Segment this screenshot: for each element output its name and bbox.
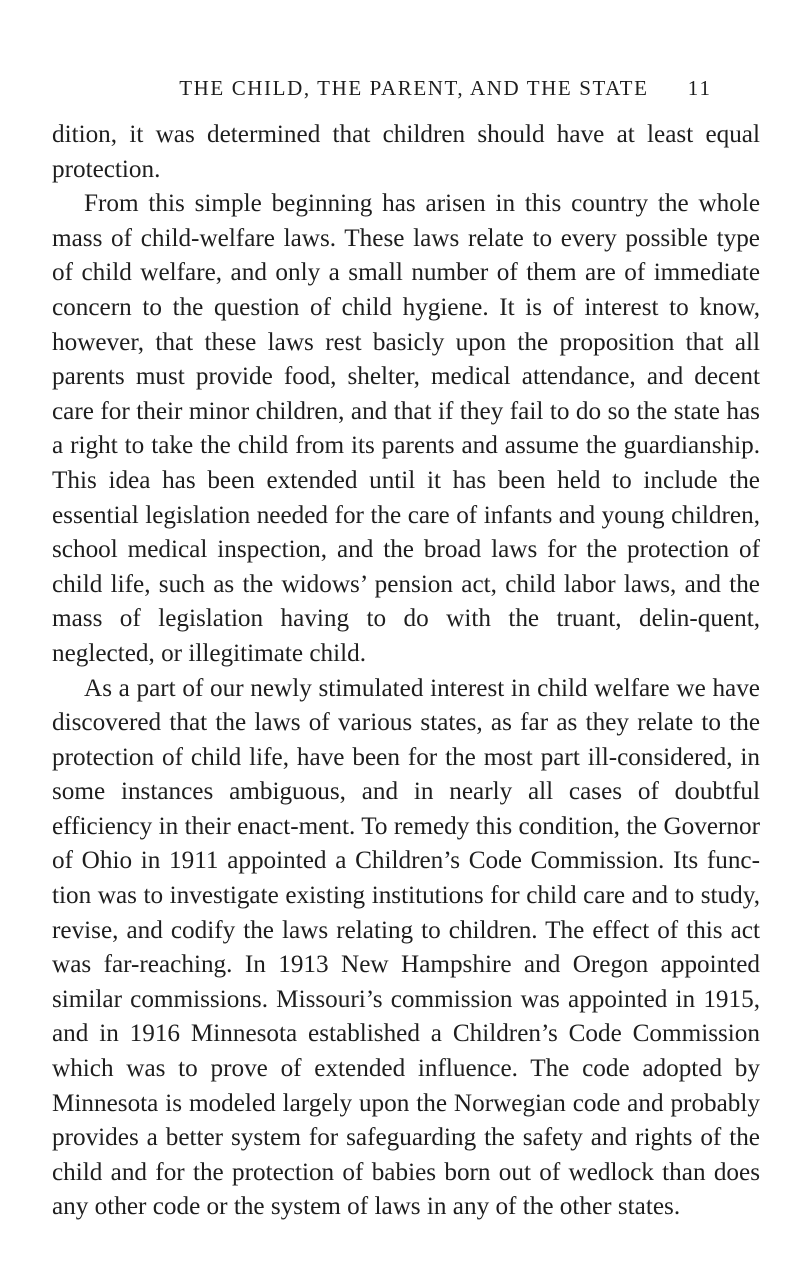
paragraph-continuation: dition, it was determined that children should have at least equal protection. <box>52 121 760 183</box>
page-number: 11 <box>687 76 712 100</box>
body-text <box>52 118 760 1225</box>
running-title: THE CHILD, THE PARENT, AND THE STATE <box>179 76 649 100</box>
paragraph-child-welfare-laws: From this simple beginning has arisen in this country the whole mass of child-welfare laws. These laws relate to every possible type of child welfare, and only a small number of them are of immediate concern to the question of child hygiene. It is of interest to know, however, that these laws rest basicly upon the proposition that all parents must provide food, shelter, medical attendance, and decent care for their minor children, and that if they fail to do so the state has a right to take the child from its parents and assume the guardianship. This idea has been extended until it has been held to include the essential legislation needed for the care of infants and young children, school medical inspection, and the broad laws for the protection of child life, such as the widows’ pension act, child labor laws, and the mass of legislation having to do with the truant, delin-quent, neglected, or illegitimate child. <box>52 190 760 667</box>
paragraph-childrens-code-commissions: As a part of our newly stimulated interest in child welfare we have discovered that the laws of various states, as far as they relate to the protection of child life, have been for the most part ill-considered, in some instances ambiguous, and in nearly all cases of doubtful efficiency in their enact-ment. To remedy this condition, the Governor of Ohio in 1911 appointed a Children’s Code Commission. Its func-tion was to investigate existing institutions for child care and to study, revise, and codify the laws relating to children. The effect of this act was far-reaching. In 1913 New Hampshire and Oregon appointed similar commissions. Missouri’s commission was appointed in 1915, and in 1916 Minnesota established a Children’s Code Commission which was to prove of extended influence. The code adopted by Minnesota is modeled largely upon the Norwegian code and probably provides a better system for safeguarding the safety and rights of the child and for the protection of babies born out of wedlock than does any other code or the system of laws in any of the other states. <box>52 674 760 1221</box>
running-head <box>100 76 712 106</box>
